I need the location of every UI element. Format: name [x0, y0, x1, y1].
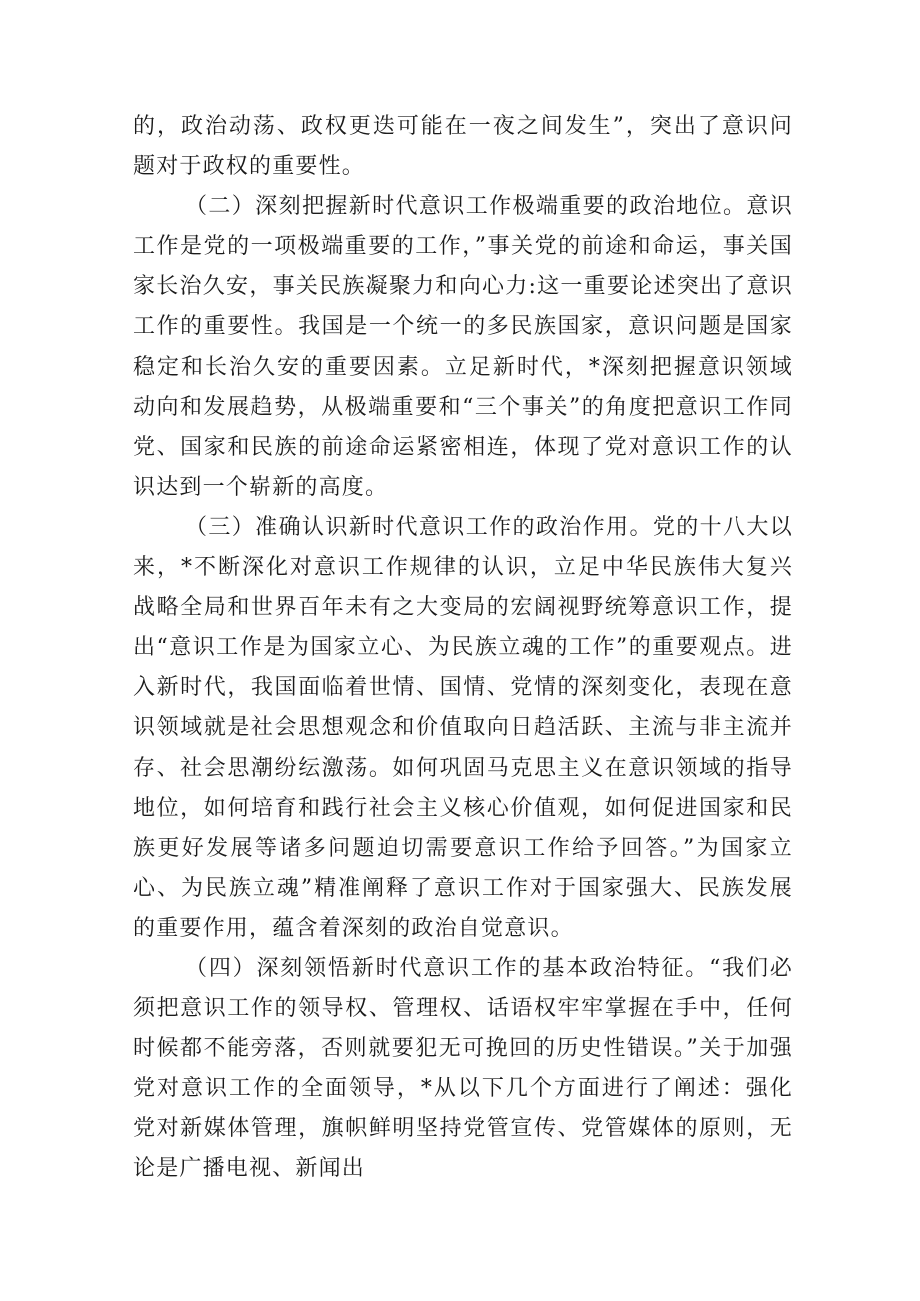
paragraph-section-four: （四）深刻领悟新时代意识工作的基本政治特征。“我们必须把意识工作的领导权、管理权、话语权牢牢掌握在手中，任何时候都不能旁落，否则就要犯无可挽回的历史性错误。”关于加强党对意识工作的全面领导，*从以下几个方面进行了阐述：强化党对新媒体管理，旗帜鲜明坚持党管宣传、党管媒体的原则，无论是广播电视、新闻出	[133, 955, 793, 1182]
paragraph-section-two: （二）深刻把握新时代意识工作极端重要的政治地位。意识工作是党的一项极端重要的工作，”事关党的前途和命运，事关国家长治久安，事关民族凝聚力和向心力:这一重要论述突出了意识工作的重要性。我国是一个统一的多民族国家，意识问题是国家稳定和长治久安的重要因素。立足新时代，*深刻把握意识领域动向和发展趋势，从极端重要和“三个事关”的角度把意识工作同党、国家和民族的前途命运紧密相连，体现了党对意识工作的认识达到一个崭新的高度。	[133, 194, 793, 500]
paragraph-continuation: 的，政治动荡、政权更迭可能在一夜之间发生”，突出了意识问题对于政权的重要性。	[133, 114, 793, 180]
document-body	[133, 107, 793, 1190]
paragraph-section-three: （三）准确认识新时代意识工作的政治作用。党的十八大以来，*不断深化对意识工作规律的认识，立足中华民族伟大复兴战略全局和世界百年未有之大变局的宏阔视野统筹意识工作，提出“意识工作是为国家立心、为民族立魂的工作”的重要观点。进入新时代，我国面临着世情、国情、党情的深刻变化，表现在意识领域就是社会思想观念和价值取向日趋活跃、主流与非主流并存、社会思潮纷纭激荡。如何巩固马克思主义在意识领域的指导地位，如何培育和践行社会主义核心价值观，如何促进国家和民族更好发展等诸多问题迫切需要意识工作给予回答。”为国家立心、为民族立魂”精准阐释了意识工作对于国家强大、民族发展的重要作用，蕴含着深刻的政治自觉意识。	[133, 514, 793, 941]
